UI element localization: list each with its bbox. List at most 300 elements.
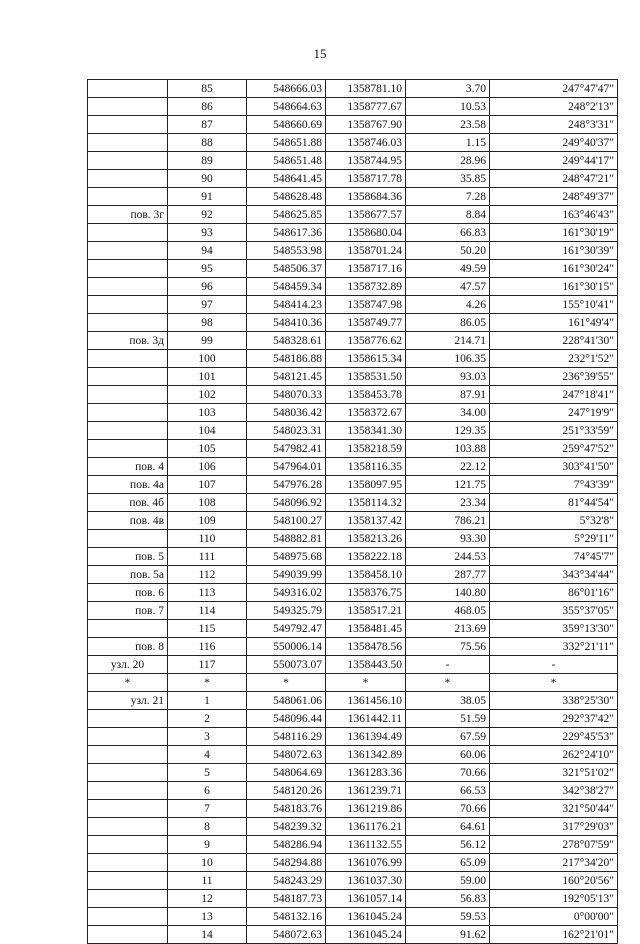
direction-angle-cell: 5°32'8" [490, 512, 618, 530]
table-row [88, 692, 618, 710]
y-coordinate-cell: 1361283.36 [326, 764, 406, 782]
direction-angle-cell: 81°44'54" [490, 494, 618, 512]
turn-label-cell [88, 440, 168, 458]
turn-label-cell [88, 530, 168, 548]
y-coordinate-cell: 1358218.59 [326, 440, 406, 458]
point-number-cell: 14 [168, 926, 247, 944]
distance-cell: 93.30 [406, 530, 490, 548]
distance-cell: 70.66 [406, 800, 490, 818]
point-number-cell: 5 [168, 764, 247, 782]
point-number-cell: 96 [168, 278, 247, 296]
direction-angle-cell: 332°21'11" [490, 638, 618, 656]
table-row [88, 278, 618, 296]
y-coordinate-cell: 1358531.50 [326, 368, 406, 386]
direction-angle-cell: 217°34'20" [490, 854, 618, 872]
point-number-cell: 4 [168, 746, 247, 764]
direction-angle-cell: 192°05'13" [490, 890, 618, 908]
point-number-cell: 115 [168, 620, 247, 638]
distance-cell: 140.80 [406, 584, 490, 602]
turn-label-cell [88, 278, 168, 296]
table-row [88, 782, 618, 800]
x-coordinate-cell: 548882.81 [247, 530, 326, 548]
direction-angle-cell: 248°2'13" [490, 98, 618, 116]
table-row [88, 638, 618, 656]
distance-cell: 86.05 [406, 314, 490, 332]
y-coordinate-cell: 1358767.90 [326, 116, 406, 134]
table-row [88, 620, 618, 638]
direction-angle-cell: 161°30'15" [490, 278, 618, 296]
turn-label-cell [88, 242, 168, 260]
point-number-cell: 93 [168, 224, 247, 242]
direction-angle-cell: 229°45'53" [490, 728, 618, 746]
distance-cell: 87.91 [406, 386, 490, 404]
x-coordinate-cell: 548116.29 [247, 728, 326, 746]
point-number-cell: 111 [168, 548, 247, 566]
direction-angle-cell: 251°33'59" [490, 422, 618, 440]
table-row [88, 854, 618, 872]
turn-label-cell [88, 836, 168, 854]
x-coordinate-cell: 549325.79 [247, 602, 326, 620]
distance-cell: 67.59 [406, 728, 490, 746]
distance-cell: 23.58 [406, 116, 490, 134]
y-coordinate-cell: 1361045.24 [326, 908, 406, 926]
y-coordinate-cell: 1358744.95 [326, 152, 406, 170]
distance-cell: - [406, 656, 490, 674]
turn-label-cell [88, 746, 168, 764]
distance-cell: 10.53 [406, 98, 490, 116]
coordinates-table-body [88, 80, 618, 944]
turn-label-cell [88, 818, 168, 836]
table-row [88, 494, 618, 512]
turn-label-cell: пов. 8 [88, 638, 168, 656]
turn-label-cell [88, 908, 168, 926]
y-coordinate-cell: 1358114.32 [326, 494, 406, 512]
direction-angle-cell: 162°21'01" [490, 926, 618, 944]
point-number-cell: 86 [168, 98, 247, 116]
distance-cell: 8.84 [406, 206, 490, 224]
direction-angle-cell: 338°25'30" [490, 692, 618, 710]
table-row [88, 422, 618, 440]
distance-cell: 49.59 [406, 260, 490, 278]
y-coordinate-cell: 1361342.89 [326, 746, 406, 764]
x-coordinate-cell: 548506.37 [247, 260, 326, 278]
turn-label-cell: * [88, 674, 168, 692]
x-coordinate-cell: 548975.68 [247, 548, 326, 566]
direction-angle-cell: 248°47'21" [490, 170, 618, 188]
distance-cell: 4.26 [406, 296, 490, 314]
direction-angle-cell: 355°37'05" [490, 602, 618, 620]
turn-label-cell [88, 134, 168, 152]
x-coordinate-cell: 548651.48 [247, 152, 326, 170]
point-number-cell: 1 [168, 692, 247, 710]
table-row [88, 836, 618, 854]
direction-angle-cell: 303°41'50" [490, 458, 618, 476]
point-number-cell: 10 [168, 854, 247, 872]
x-coordinate-cell: 548414.23 [247, 296, 326, 314]
turn-label-cell [88, 728, 168, 746]
y-coordinate-cell: 1358777.67 [326, 98, 406, 116]
y-coordinate-cell: 1358680.04 [326, 224, 406, 242]
point-number-cell: 98 [168, 314, 247, 332]
x-coordinate-cell: 548061.06 [247, 692, 326, 710]
x-coordinate-cell: 548239.32 [247, 818, 326, 836]
direction-angle-cell: 343°34'44" [490, 566, 618, 584]
y-coordinate-cell: 1358615.34 [326, 350, 406, 368]
point-number-cell: 92 [168, 206, 247, 224]
table-row [88, 404, 618, 422]
direction-angle-cell: - [490, 656, 618, 674]
y-coordinate-cell: 1358701.24 [326, 242, 406, 260]
distance-cell: * [406, 674, 490, 692]
turn-label-cell: пов. 5 [88, 548, 168, 566]
turn-label-cell [88, 764, 168, 782]
table-row [88, 908, 618, 926]
distance-cell: 28.96 [406, 152, 490, 170]
x-coordinate-cell: 550073.07 [247, 656, 326, 674]
point-number-cell: 87 [168, 116, 247, 134]
direction-angle-cell: 74°45'7" [490, 548, 618, 566]
direction-angle-cell: 359°13'30" [490, 620, 618, 638]
table-row [88, 602, 618, 620]
distance-cell: 56.83 [406, 890, 490, 908]
x-coordinate-cell: 548664.63 [247, 98, 326, 116]
y-coordinate-cell: 1358684.36 [326, 188, 406, 206]
point-number-cell: 106 [168, 458, 247, 476]
direction-angle-cell: 249°40'37" [490, 134, 618, 152]
turn-label-cell [88, 116, 168, 134]
turn-label-cell: пов. 4а [88, 476, 168, 494]
y-coordinate-cell: 1358213.26 [326, 530, 406, 548]
distance-cell: 38.05 [406, 692, 490, 710]
x-coordinate-cell: 548628.48 [247, 188, 326, 206]
turn-label-cell [88, 404, 168, 422]
table-row [88, 800, 618, 818]
distance-cell: 7.28 [406, 188, 490, 206]
y-coordinate-cell: 1358749.77 [326, 314, 406, 332]
coordinates-table [87, 79, 618, 944]
x-coordinate-cell: 548410.36 [247, 314, 326, 332]
table-row [88, 116, 618, 134]
x-coordinate-cell: 548064.69 [247, 764, 326, 782]
point-number-cell: 117 [168, 656, 247, 674]
x-coordinate-cell: 548072.63 [247, 746, 326, 764]
x-coordinate-cell: 548072.63 [247, 926, 326, 944]
y-coordinate-cell: 1358517.21 [326, 602, 406, 620]
x-coordinate-cell: 548651.88 [247, 134, 326, 152]
turn-label-cell: узл. 20 [88, 656, 168, 674]
point-number-cell: 102 [168, 386, 247, 404]
y-coordinate-cell: 1358222.18 [326, 548, 406, 566]
table-row [88, 386, 618, 404]
table-row [88, 260, 618, 278]
x-coordinate-cell: 548096.92 [247, 494, 326, 512]
x-coordinate-cell: 548132.16 [247, 908, 326, 926]
x-coordinate-cell: 548641.45 [247, 170, 326, 188]
distance-cell: 287.77 [406, 566, 490, 584]
distance-cell: 214.71 [406, 332, 490, 350]
y-coordinate-cell: 1361239.71 [326, 782, 406, 800]
point-number-cell: 7 [168, 800, 247, 818]
turn-label-cell: пов. 4 [88, 458, 168, 476]
x-coordinate-cell: 548070.33 [247, 386, 326, 404]
direction-angle-cell: 342°38'27" [490, 782, 618, 800]
distance-cell: 22.12 [406, 458, 490, 476]
direction-angle-cell: 317°29'03" [490, 818, 618, 836]
direction-angle-cell: 86°01'16" [490, 584, 618, 602]
turn-label-cell [88, 368, 168, 386]
turn-label-cell: пов. 6 [88, 584, 168, 602]
table-row [88, 818, 618, 836]
direction-angle-cell: 247°19'9" [490, 404, 618, 422]
x-coordinate-cell: 548096.44 [247, 710, 326, 728]
x-coordinate-cell: 548120.26 [247, 782, 326, 800]
turn-label-cell: пов. 4б [88, 494, 168, 512]
y-coordinate-cell: 1358443.50 [326, 656, 406, 674]
point-number-cell: 100 [168, 350, 247, 368]
point-number-cell: 8 [168, 818, 247, 836]
y-coordinate-cell: 1358137.42 [326, 512, 406, 530]
y-coordinate-cell: 1361076.99 [326, 854, 406, 872]
direction-angle-cell: * [490, 674, 618, 692]
direction-angle-cell: 292°37'42" [490, 710, 618, 728]
direction-angle-cell: 232°1'52" [490, 350, 618, 368]
turn-label-cell [88, 872, 168, 890]
distance-cell: 103.88 [406, 440, 490, 458]
point-number-cell: 90 [168, 170, 247, 188]
distance-cell: 786.21 [406, 512, 490, 530]
point-number-cell: 113 [168, 584, 247, 602]
distance-cell: 70.66 [406, 764, 490, 782]
distance-cell: 47.57 [406, 278, 490, 296]
turn-label-cell [88, 710, 168, 728]
turn-label-cell [88, 926, 168, 944]
turn-label-cell [88, 386, 168, 404]
y-coordinate-cell: 1358776.62 [326, 332, 406, 350]
table-row [88, 296, 618, 314]
distance-cell: 213.69 [406, 620, 490, 638]
table-row [88, 134, 618, 152]
y-coordinate-cell: 1358717.16 [326, 260, 406, 278]
turn-label-cell [88, 422, 168, 440]
point-number-cell: 94 [168, 242, 247, 260]
y-coordinate-cell: 1361219.86 [326, 800, 406, 818]
turn-label-cell: пов. 3д [88, 332, 168, 350]
distance-cell: 121.75 [406, 476, 490, 494]
y-coordinate-cell: 1361057.14 [326, 890, 406, 908]
distance-cell: 244.53 [406, 548, 490, 566]
y-coordinate-cell: 1358097.95 [326, 476, 406, 494]
direction-angle-cell: 7°43'39" [490, 476, 618, 494]
direction-angle-cell: 259°47'52" [490, 440, 618, 458]
table-row [88, 746, 618, 764]
table-row [88, 350, 618, 368]
table-row [88, 206, 618, 224]
y-coordinate-cell: 1361132.55 [326, 836, 406, 854]
point-number-cell: * [168, 674, 247, 692]
x-coordinate-cell: 548328.61 [247, 332, 326, 350]
x-coordinate-cell: * [247, 674, 326, 692]
direction-angle-cell: 228°41'30" [490, 332, 618, 350]
y-coordinate-cell: 1358717.78 [326, 170, 406, 188]
y-coordinate-cell: 1358341.30 [326, 422, 406, 440]
table-row [88, 458, 618, 476]
turn-label-cell [88, 188, 168, 206]
distance-cell: 51.59 [406, 710, 490, 728]
x-coordinate-cell: 548459.34 [247, 278, 326, 296]
direction-angle-cell: 155°10'41" [490, 296, 618, 314]
turn-label-cell: узл. 21 [88, 692, 168, 710]
distance-cell: 75.56 [406, 638, 490, 656]
y-coordinate-cell: 1358458.10 [326, 566, 406, 584]
turn-label-cell [88, 170, 168, 188]
direction-angle-cell: 161°30'24" [490, 260, 618, 278]
direction-angle-cell: 0°00'00" [490, 908, 618, 926]
x-coordinate-cell: 547976.28 [247, 476, 326, 494]
point-number-cell: 11 [168, 872, 247, 890]
table-row [88, 440, 618, 458]
direction-angle-cell: 161°30'39" [490, 242, 618, 260]
x-coordinate-cell: 548187.73 [247, 890, 326, 908]
distance-cell: 3.70 [406, 80, 490, 98]
direction-angle-cell: 262°24'10" [490, 746, 618, 764]
table-row [88, 728, 618, 746]
y-coordinate-cell: 1358453.78 [326, 386, 406, 404]
point-number-cell: 116 [168, 638, 247, 656]
turn-label-cell: пов. 7 [88, 602, 168, 620]
x-coordinate-cell: 548023.31 [247, 422, 326, 440]
distance-cell: 129.35 [406, 422, 490, 440]
distance-cell: 468.05 [406, 602, 490, 620]
x-coordinate-cell: 548617.36 [247, 224, 326, 242]
x-coordinate-cell: 547982.41 [247, 440, 326, 458]
distance-cell: 60.06 [406, 746, 490, 764]
x-coordinate-cell: 548183.76 [247, 800, 326, 818]
direction-angle-cell: 278°07'59" [490, 836, 618, 854]
table-row [88, 710, 618, 728]
x-coordinate-cell: 548286.94 [247, 836, 326, 854]
turn-label-cell [88, 782, 168, 800]
x-coordinate-cell: 548121.45 [247, 368, 326, 386]
turn-label-cell [88, 152, 168, 170]
direction-angle-cell: 160°20'56" [490, 872, 618, 890]
y-coordinate-cell: 1358781.10 [326, 80, 406, 98]
distance-cell: 35.85 [406, 170, 490, 188]
table-row [88, 224, 618, 242]
y-coordinate-cell: 1361045.24 [326, 926, 406, 944]
y-coordinate-cell: 1358116.35 [326, 458, 406, 476]
distance-cell: 91.62 [406, 926, 490, 944]
point-number-cell: 3 [168, 728, 247, 746]
point-number-cell: 97 [168, 296, 247, 314]
table-row [88, 674, 618, 692]
distance-cell: 50.20 [406, 242, 490, 260]
table-row [88, 512, 618, 530]
x-coordinate-cell: 548660.69 [247, 116, 326, 134]
turn-label-cell [88, 350, 168, 368]
point-number-cell: 109 [168, 512, 247, 530]
distance-cell: 34.00 [406, 404, 490, 422]
table-row [88, 764, 618, 782]
x-coordinate-cell: 548294.88 [247, 854, 326, 872]
y-coordinate-cell: 1361176.21 [326, 818, 406, 836]
x-coordinate-cell: 548243.29 [247, 872, 326, 890]
y-coordinate-cell: 1361394.49 [326, 728, 406, 746]
x-coordinate-cell: 548100.27 [247, 512, 326, 530]
x-coordinate-cell: 550006.14 [247, 638, 326, 656]
direction-angle-cell: 249°44'17" [490, 152, 618, 170]
point-number-cell: 12 [168, 890, 247, 908]
distance-cell: 64.61 [406, 818, 490, 836]
distance-cell: 56.12 [406, 836, 490, 854]
turn-label-cell: пов. 4в [88, 512, 168, 530]
table-row [88, 98, 618, 116]
table-row [88, 548, 618, 566]
turn-label-cell [88, 854, 168, 872]
point-number-cell: 6 [168, 782, 247, 800]
table-row [88, 368, 618, 386]
direction-angle-cell: 236°39'55" [490, 368, 618, 386]
x-coordinate-cell: 548186.88 [247, 350, 326, 368]
table-row [88, 152, 618, 170]
point-number-cell: 13 [168, 908, 247, 926]
y-coordinate-cell: 1358746.03 [326, 134, 406, 152]
x-coordinate-cell: 549039.99 [247, 566, 326, 584]
table-row [88, 926, 618, 944]
table-row [88, 80, 618, 98]
point-number-cell: 108 [168, 494, 247, 512]
direction-angle-cell: 321°50'44" [490, 800, 618, 818]
point-number-cell: 99 [168, 332, 247, 350]
y-coordinate-cell: 1358372.67 [326, 404, 406, 422]
turn-label-cell [88, 800, 168, 818]
direction-angle-cell: 247°47'47" [490, 80, 618, 98]
direction-angle-cell: 163°46'43" [490, 206, 618, 224]
distance-cell: 65.09 [406, 854, 490, 872]
y-coordinate-cell: 1358677.57 [326, 206, 406, 224]
point-number-cell: 88 [168, 134, 247, 152]
turn-label-cell: пов. 3г [88, 206, 168, 224]
point-number-cell: 91 [168, 188, 247, 206]
point-number-cell: 104 [168, 422, 247, 440]
y-coordinate-cell: 1358376.75 [326, 584, 406, 602]
x-coordinate-cell: 548553.98 [247, 242, 326, 260]
table-row [88, 314, 618, 332]
table-row [88, 476, 618, 494]
distance-cell: 59.53 [406, 908, 490, 926]
page-number: 15 [313, 46, 327, 61]
point-number-cell: 101 [168, 368, 247, 386]
point-number-cell: 85 [168, 80, 247, 98]
y-coordinate-cell: 1361442.11 [326, 710, 406, 728]
y-coordinate-cell: 1361456.10 [326, 692, 406, 710]
x-coordinate-cell: 548666.03 [247, 80, 326, 98]
x-coordinate-cell: 547964.01 [247, 458, 326, 476]
point-number-cell: 9 [168, 836, 247, 854]
distance-cell: 59.00 [406, 872, 490, 890]
distance-cell: 23.34 [406, 494, 490, 512]
turn-label-cell [88, 260, 168, 278]
point-number-cell: 105 [168, 440, 247, 458]
direction-angle-cell: 248°3'31" [490, 116, 618, 134]
distance-cell: 66.83 [406, 224, 490, 242]
point-number-cell: 2 [168, 710, 247, 728]
turn-label-cell [88, 98, 168, 116]
x-coordinate-cell: 549792.47 [247, 620, 326, 638]
table-row [88, 332, 618, 350]
y-coordinate-cell: 1358732.89 [326, 278, 406, 296]
distance-cell: 106.35 [406, 350, 490, 368]
table-row [88, 584, 618, 602]
